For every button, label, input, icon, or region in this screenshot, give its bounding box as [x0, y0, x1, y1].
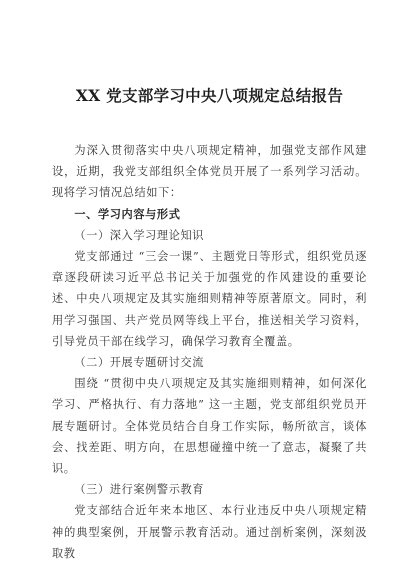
- document-title: XX 党支部学习中央八项规定总结报告: [75, 86, 344, 105]
- intro-paragraph: 为深入贯彻落实中央八项规定精神，加强党支部作风建设，近期，我党支部组织全体党员开展了一系列学习活动。现将学习情况总结如下：: [52, 144, 367, 200]
- subheading-case-warning-education: （三）进行案例警示教育: [74, 483, 205, 497]
- paragraph-case-warning-education: 党支部结合近年来本地区、本行业违反中央八项规定精神的典型案例，开展警示教育活动。通过剖析案例，深刻汲取教: [52, 504, 367, 560]
- subheading-seminar-exchange: （二）开展专题研讨交流: [74, 356, 205, 370]
- paragraph-seminar-exchange: 围绕 “贯彻中央八项规定及其实施细则精神，如何深化学习、严格执行、有力落地” 这一主题，党支部组织党员开展专题研讨。全体党员结合自身工作实际，畅所欲言，谈体会、找差距、明方向，在思想碰撞中统一了意志，凝聚了共识。: [52, 377, 367, 476]
- subheading-theory-study: （一）深入学习理论知识: [74, 228, 205, 242]
- section-heading-content-and-form: 一、学习内容与形式: [74, 206, 181, 221]
- paragraph-theory-study: 党支部通过 “三会一课”、主题党日等形式，组织党员逐章逐段研读习近平总书记关于加强党的作风建设的重要论述、中央八项规定及其实施细则精神等原著原文。同时，利用学习强国、共产党员网等线上平台，推送相关学习资料，引导党员干部在线学习，确保学习教育全覆盖。: [52, 250, 367, 348]
